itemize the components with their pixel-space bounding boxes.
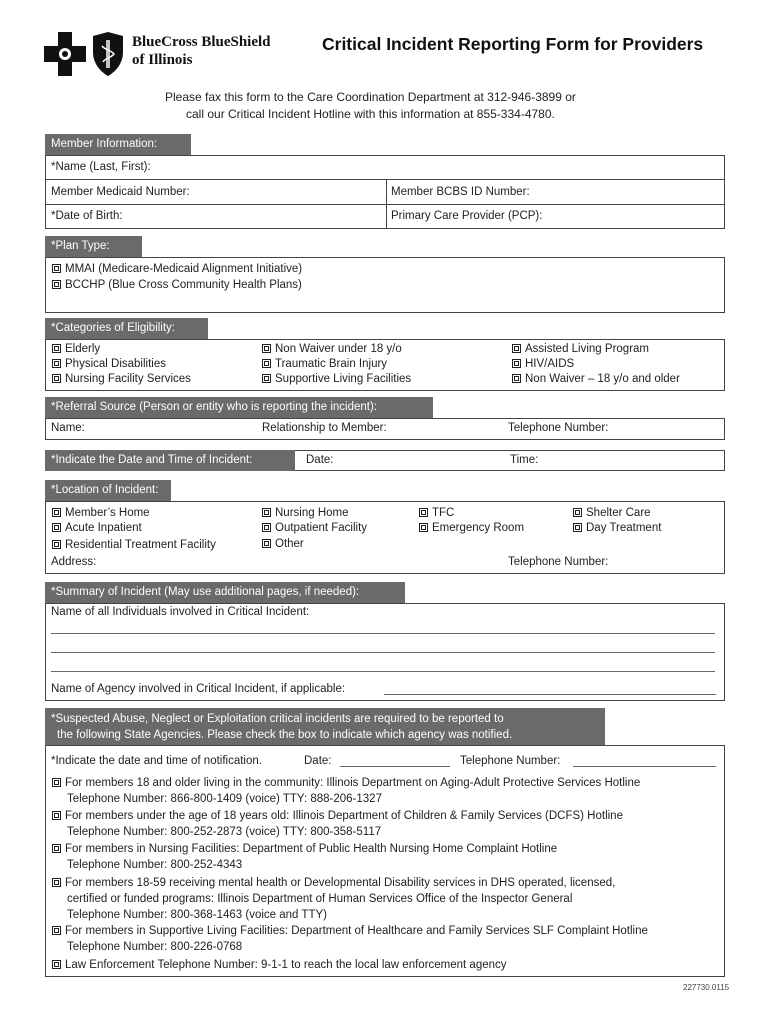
checkbox-icon [52, 540, 61, 549]
loc-acute-checkbox[interactable]: Acute Inpatient [52, 522, 142, 534]
checkbox-icon [262, 344, 271, 353]
loc-tfc-checkbox[interactable]: TFC [419, 507, 454, 519]
agency-aps-checkbox[interactable]: For members 18 and older living in the community: Illinois Department on Aging-Adult Protective Services Hotline Telephone Number: 866-800-1409 (voice) TTY: 888-206-1327 [52, 775, 640, 807]
notify-date-line[interactable] [340, 766, 450, 767]
referral-phone-field[interactable]: Telephone Number: [508, 422, 609, 434]
summary-agency-line[interactable] [384, 694, 716, 695]
checkbox-icon [52, 359, 61, 368]
checkbox-icon [52, 344, 61, 353]
blue-shield-icon [91, 32, 125, 76]
loc-home-checkbox[interactable]: Member’s Home [52, 507, 150, 519]
checkbox-icon [262, 523, 271, 532]
elig-hiv-checkbox[interactable]: HIV/AIDS [512, 358, 574, 370]
agency-idph-checkbox[interactable]: For members in Nursing Facilities: Department of Public Health Nursing Home Complaint Hotline Telephone Number: 800-252-4343 [52, 841, 557, 873]
location-header: *Location of Incident: [45, 480, 171, 502]
checkbox-icon [419, 508, 428, 517]
checkbox-icon [52, 878, 61, 887]
plan-mmai-checkbox[interactable]: MMAI (Medicare-Medicaid Alignment Initiative) [52, 263, 302, 275]
checkbox-icon [52, 280, 61, 289]
summary-line-2[interactable] [51, 652, 715, 653]
logo [44, 32, 294, 78]
elig-physical-checkbox[interactable]: Physical Disabilities [52, 358, 166, 370]
agency-dhs-oig-checkbox[interactable]: For members 18-59 receiving mental health or Developmental Disability services in DHS operated, licensed, certified or funded programs: Illinois Department of Human Services Office of the Inspector General Telephone Number: 800-368-1463 (voice and TTY) [52, 875, 615, 923]
checkbox-icon [52, 264, 61, 273]
summary-agency-label: Name of Agency involved in Critical Incident, if applicable: [51, 683, 346, 695]
elig-slf-checkbox[interactable]: Supportive Living Facilities [262, 373, 411, 385]
checkbox-icon [52, 523, 61, 532]
abuse-header-line1: *Suspected Abuse, Neglect or Exploitation critical incidents are required to be reported to [51, 713, 504, 725]
referral-header: *Referral Source (Person or entity who is reporting the incident): [45, 397, 433, 419]
eligibility-header: *Categories of Eligibility: [45, 318, 208, 340]
location-address-field[interactable]: Address: [51, 556, 97, 568]
blue-cross-icon [44, 32, 86, 76]
abuse-header-line2: the following State Agencies. Please check the box to indicate which agency was notified. [57, 729, 513, 741]
plan-bcchp-checkbox[interactable]: BCCHP (Blue Cross Community Health Plans) [52, 279, 302, 291]
page-title: Critical Incident Reporting Form for Providers [322, 34, 704, 54]
checkbox-icon [512, 359, 521, 368]
loc-other-checkbox[interactable]: Other [262, 538, 304, 550]
logo-line2: of Illinois [132, 52, 193, 68]
checkbox-icon [262, 359, 271, 368]
instructions-line1: Please fax this form to the Care Coordination Department at 312-946-3899 or [165, 90, 576, 104]
member-name-field[interactable]: *Name (Last, First): [51, 161, 151, 173]
loc-er-checkbox[interactable]: Emergency Room [419, 522, 524, 534]
plan-type-header: *Plan Type: [45, 236, 142, 258]
instructions-line2: call our Critical Incident Hotline with this information at 855-334-4780. [186, 107, 555, 121]
checkbox-icon [573, 508, 582, 517]
notify-phone-line[interactable] [573, 766, 716, 767]
referral-relationship-field[interactable]: Relationship to Member: [262, 422, 387, 434]
checkbox-icon [52, 960, 61, 969]
summary-line-1[interactable] [51, 633, 715, 634]
incident-time-header: *Indicate the Date and Time of Incident: [45, 450, 295, 471]
summary-header: *Summary of Incident (May use additional pages, if needed): [45, 582, 405, 604]
elig-nonwaiver-18plus-checkbox[interactable]: Non Waiver – 18 y/o and older [512, 373, 680, 385]
incident-date-field[interactable]: Date: [306, 454, 334, 466]
medicaid-number-field[interactable]: Member Medicaid Number: [51, 186, 190, 198]
checkbox-icon [573, 523, 582, 532]
bcbs-id-field[interactable]: Member BCBS ID Number: [391, 186, 530, 198]
summary-individuals-label: Name of all Individuals involved in Critical Incident: [51, 606, 310, 618]
location-phone-field[interactable]: Telephone Number: [508, 556, 609, 568]
loc-day-treatment-checkbox[interactable]: Day Treatment [573, 522, 661, 534]
elig-assisted-checkbox[interactable]: Assisted Living Program [512, 343, 649, 355]
checkbox-icon [52, 508, 61, 517]
checkbox-icon [52, 811, 61, 820]
loc-outpatient-checkbox[interactable]: Outpatient Facility [262, 522, 367, 534]
form-code: 227730.0115 [683, 983, 730, 992]
checkbox-icon [512, 374, 521, 383]
dob-field[interactable]: *Date of Birth: [51, 210, 123, 222]
member-info-header: Member Information: [45, 134, 191, 156]
checkbox-icon [52, 374, 61, 383]
checkbox-icon [262, 539, 271, 548]
elig-elderly-checkbox[interactable]: Elderly [52, 343, 100, 355]
abuse-header [45, 708, 605, 746]
checkbox-icon [52, 778, 61, 787]
checkbox-icon [52, 844, 61, 853]
referral-name-field[interactable]: Name: [51, 422, 85, 434]
checkbox-icon [262, 374, 271, 383]
notify-phone-label: Telephone Number: [460, 755, 561, 767]
logo-line1: BlueCross BlueShield [132, 34, 271, 50]
loc-residential-checkbox[interactable]: Residential Treatment Facility [52, 539, 216, 551]
checkbox-icon [512, 344, 521, 353]
agency-dcfs-checkbox[interactable]: For members under the age of 18 years old: Illinois Department of Children & Family Services (DCFS) Hotline Telephone Number: 800-252-2873 (voice) TTY: 800-358-5117 [52, 808, 623, 840]
loc-nursing-home-checkbox[interactable]: Nursing Home [262, 507, 349, 519]
summary-line-3[interactable] [51, 671, 715, 672]
elig-nursing-checkbox[interactable]: Nursing Facility Services [52, 373, 191, 385]
checkbox-icon [262, 508, 271, 517]
loc-shelter-checkbox[interactable]: Shelter Care [573, 507, 651, 519]
agency-law-enforcement-checkbox[interactable]: Law Enforcement Telephone Number: 9-1-1 to reach the local law enforcement agency [52, 957, 507, 973]
notify-date-label: Date: [304, 755, 332, 767]
checkbox-icon [52, 926, 61, 935]
pcp-field[interactable]: Primary Care Provider (PCP): [391, 210, 543, 222]
agency-hfs-slf-checkbox[interactable]: For members in Supportive Living Facilities: Department of Healthcare and Family Services SLF Complaint Hotline Telephone Number: 800-226-0768 [52, 923, 648, 955]
checkbox-icon [419, 523, 428, 532]
elig-nonwaiver-under18-checkbox[interactable]: Non Waiver under 18 y/o [262, 343, 402, 355]
notify-label: *Indicate the date and time of notification. [51, 755, 262, 767]
incident-time-field[interactable]: Time: [510, 454, 539, 466]
elig-tbi-checkbox[interactable]: Traumatic Brain Injury [262, 358, 387, 370]
